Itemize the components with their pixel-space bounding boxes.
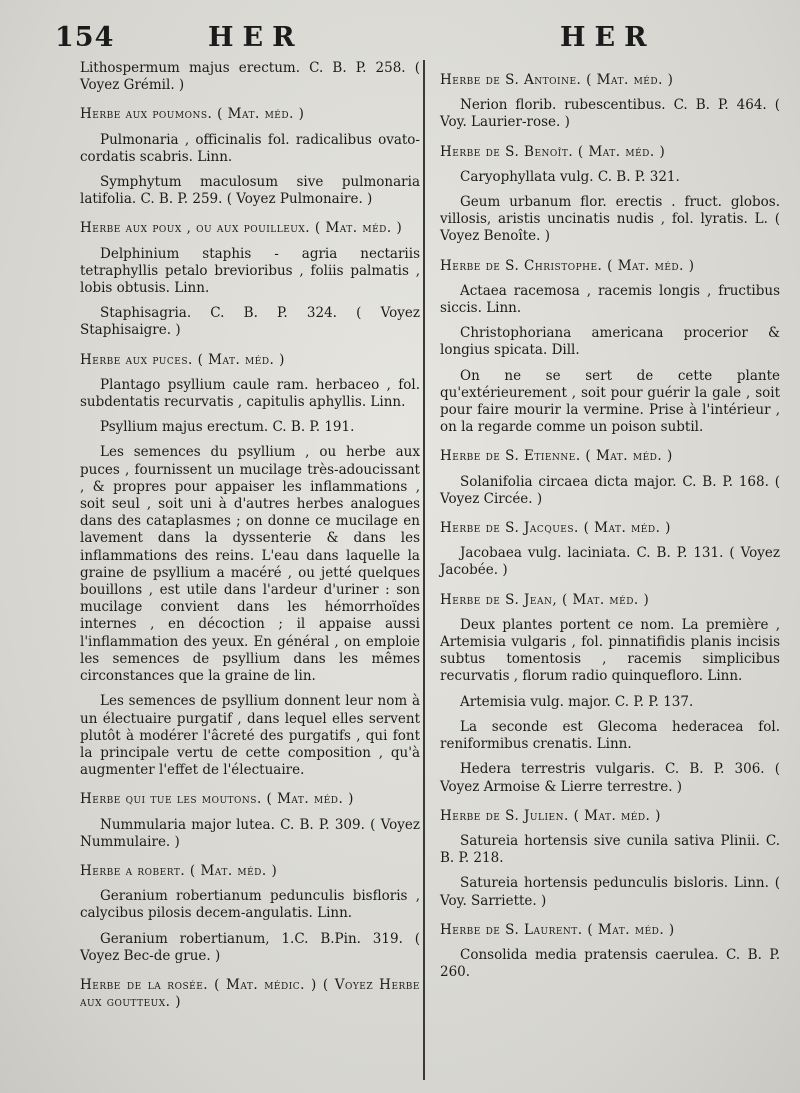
entry-heading: Herbe qui tue les moutons. ( Mat. méd. ) (80, 791, 354, 808)
entry-heading: Herbe de S. Antoine. ( Mat. méd. ) (440, 72, 674, 88)
paragraph: La seconde est Glecoma hederacea fol. reniformibus crenatis. Linn. (440, 718, 780, 753)
paragraph: Actaea racemosa , racemis longis , fructibus siccis. Linn. (440, 282, 780, 317)
paragraph: Staphisagria. C. B. P. 324. ( Voyez Staphisaigre. ) (80, 305, 420, 339)
paragraph: Hedera terrestris vulgaris. C. B. P. 306. ( Voyez Armoise & Lierre terrestre. ) (440, 761, 780, 795)
paragraph: Geranium robertianum pedunculis bisfloris , calycibus pilosis decem-angulatis. Linn. (80, 888, 420, 922)
paragraph: Nummularia major lutea. C. B. P. 309. ( Voyez Nummulaire. ) (80, 816, 420, 850)
entry-heading: Herbe de S. Laurent. ( Mat. méd. ) (440, 921, 675, 938)
left-column (80, 60, 420, 1019)
paragraph: Les semences de psyllium donnent leur nom à un électuaire purgatif , dans lequel elles servent plutôt à modérer l'âcreté des purgatifs , qui font la principale vertu de cette composition , qu'à augmenter l'effet de l'électuaire. (80, 693, 420, 779)
paragraph: Pulmonaria , officinalis fol. radicalibus ovato-cordatis scabris. Linn. (80, 131, 420, 165)
entry-heading: Herbe aux poux , ou aux pouilleux. ( Mat. méd. ) (80, 220, 403, 237)
paragraph: Deux plantes portent ce nom. La première , Artemisia vulgaris , fol. pinnatifidis planis incisis subtus tomentosis , racemis simplicibus recurvatis , florum radio quinquefloro. Linn. (440, 616, 780, 685)
paragraph: Symphytum maculosum sive pulmonaria latifolia. C. B. P. 259. ( Voyez Pulmonaire. ) (80, 174, 420, 208)
running-head-left: HER (208, 22, 304, 53)
running-head-right: HER (560, 22, 656, 53)
entry-heading: Herbe a robert. ( Mat. méd. ) (80, 862, 278, 879)
entry-heading: Herbe de S. Etienne. ( Mat. méd. ) (440, 448, 673, 465)
paragraph: Les semences du psyllium , ou herbe aux puces , fournissent un mucilage très-adoucissant , & propres pour appaiser les inflammations , soit seul , soit uni à d'autres herbes analogues dans des cataplasmes ; on donne ce mucilage en lavement dans la dyssenterie & dans les inflammations des reins. L'eau dans laquelle la graine de psyllium a macéré , ou jetté quelques bouillons , est utile dans l'ardeur d'uriner : son mucilage convient dans les hémorrhoïdes internes , en décoction ; il appaise aussi l'inflammation des yeux. En général , on emploie les semences de psyllium dans les mêmes circonstances que la graine de lin. (80, 444, 420, 685)
paragraph: Christophoriana americana procerior & longius spicata. Dill. (440, 325, 780, 359)
paragraph: Delphinium staphis - agria nectariis tetraphyllis petalo brevioribus , foliis palmatis , lobis obtusis. Linn. (80, 245, 420, 297)
paragraph: Jacobaea vulg. laciniata. C. B. P. 131. ( Voyez Jacobée. ) (440, 545, 780, 579)
paragraph: Satureia hortensis sive cunila sativa Plinii. C. B. P. 218. (440, 832, 780, 867)
entry-heading: Herbe de S. Jean, ( Mat. méd. ) (440, 591, 650, 608)
paragraph: On ne se sert de cette plante qu'extérieurement , soit pour guérir la gale , soit pour faire mourir la vermine. Prise à l'intérieur , on la regarde comme un poison subtil. (440, 367, 780, 436)
entry-heading: Herbe aux puces. ( Mat. méd. ) (80, 351, 285, 368)
entry-heading: Herbe aux poumons. ( Mat. méd. ) (80, 106, 305, 123)
entry-heading: Herbe de S. Benoît. ( Mat. méd. ) (440, 143, 666, 160)
paragraph: Geranium robertianum, 1.C. B.Pin. 319. ( Voyez Bec-de grue. ) (80, 930, 420, 964)
entry-heading: Herbe de la rosée. ( Mat. médic. ) ( Voyez Herbe aux goutteux. ) (80, 976, 420, 1011)
page-number: 154 (55, 22, 115, 53)
paragraph: Plantago psyllium caule ram. herbaceo , fol. subdentatis recurvatis , capitulis aphyllis. Linn. (80, 376, 420, 411)
entry-heading: Herbe de S. Christophe. ( Mat. méd. ) (440, 257, 695, 274)
paragraph: Solanifolia circaea dicta major. C. B. P. 168. ( Voyez Circée. ) (440, 473, 780, 507)
paragraph: Nerion florib. rubescentibus. C. B. P. 464. ( Voy. Laurier-rose. ) (440, 97, 780, 131)
paragraph: Geum urbanum flor. erectis . fruct. globos. villosis, aristis uncinatis nudis , fol. lyratis. L. ( Voyez Benoîte. ) (440, 194, 780, 245)
entry-heading: Herbe de S. Jacques. ( Mat. méd. ) (440, 520, 671, 537)
paragraph: Psyllium majus erectum. C. B. P. 191. (100, 419, 355, 436)
entry-heading: Herbe de S. Julien. ( Mat. méd. ) (440, 807, 661, 824)
right-column (440, 60, 780, 989)
paragraph: Satureia hortensis pedunculis bisloris. Linn. ( Voy. Sarriette. ) (440, 875, 780, 909)
paragraph: Artemisia vulg. major. C. P. P. 137. (460, 693, 694, 710)
paragraph: Consolida media pratensis caerulea. C. B. P. 260. (440, 946, 780, 981)
column-divider (423, 60, 425, 1080)
paragraph: Lithospermum majus erectum. C. B. P. 258. ( Voyez Grémil. ) (80, 60, 420, 94)
paragraph: Caryophyllata vulg. C. B. P. 321. (460, 168, 680, 185)
